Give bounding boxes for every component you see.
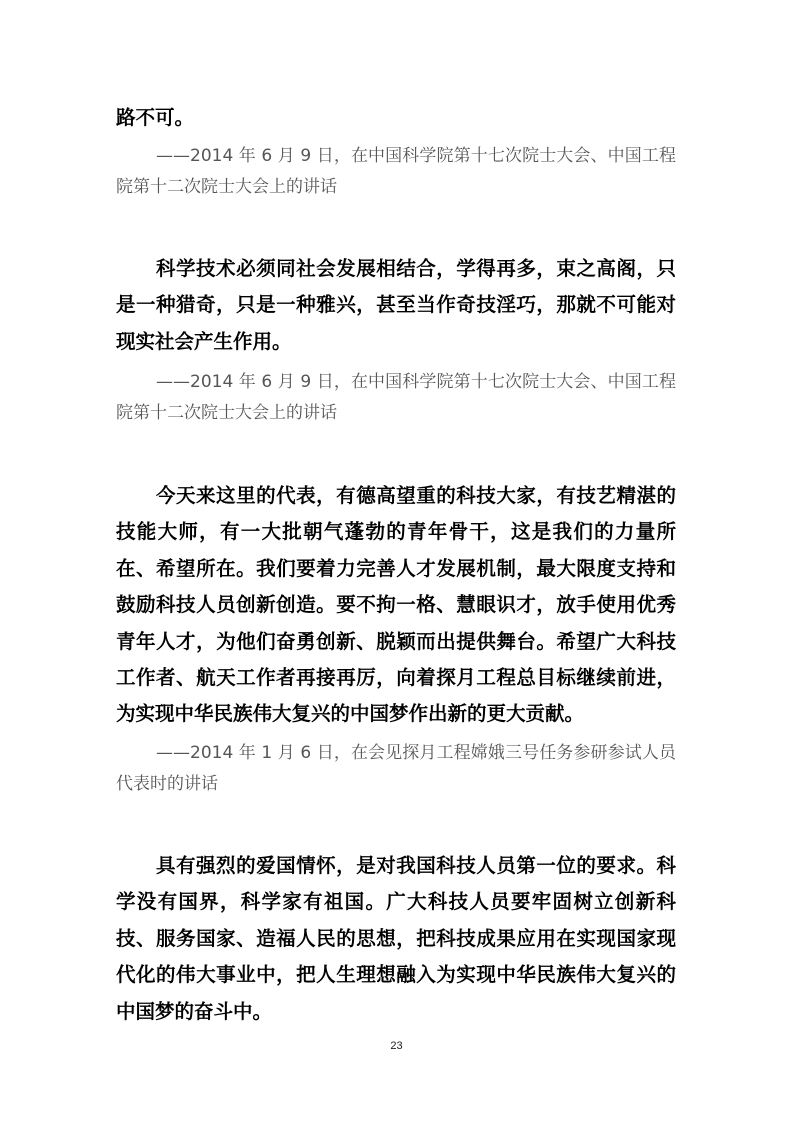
quote-paragraph-1: 路不可。 (116, 106, 195, 129)
quote-paragraph-3: 今天来这里的代表，有德高望重的科技大家，有技艺精湛的技能大师，有一大批朝气蓬勃的青年骨干，这是我们的力量所在、希望所在。我们要着力完善人才发展机制，最大限度支持和鼓励科技人员创新创造。要不拘一格、慧眼识才，放手使用优秀青年人才，为他们奋勇创新、脱颖而出提供舞台。希望广大科技工作者、航天工作者再接再厉，向着探月工程总目标继续前进，为实现中华民族伟大复兴的中国梦作出新的更大贡献。 (116, 484, 676, 726)
quote-source-1: ——2014 年 6 月 9 日，在中国科学院第十七次院士大会、中国工程院第十二次院士大会上的讲话 (116, 146, 676, 197)
quote-paragraph-4: 具有强烈的爱国情怀，是对我国科技人员第一位的要求。科学没有国界，科学家有祖国。广大科技人员要牢固树立创新科技、服务国家、造福人民的思想，把科技成果应用在实现国家现代化的伟大事业中，把人生理想融入为实现中华民族伟大复兴的中国梦的奋斗中。 (116, 854, 676, 1023)
page-number: 23 (390, 1040, 403, 1052)
quote-source-2: ——2014 年 6 月 9 日，在中国科学院第十七次院士大会、中国工程院第十二次院士大会上的讲话 (116, 372, 676, 423)
quote-paragraph-2: 科学技术必须同社会发展相结合，学得再多，束之高阁，只是一种猎奇，只是一种雅兴，甚至当作奇技淫巧，那就不可能对现实社会产生作用。 (116, 257, 676, 353)
quote-source-3: ——2014 年 1 月 6 日，在会见探月工程嫦娥三号任务参研参试人员代表时的讲话 (116, 743, 676, 794)
